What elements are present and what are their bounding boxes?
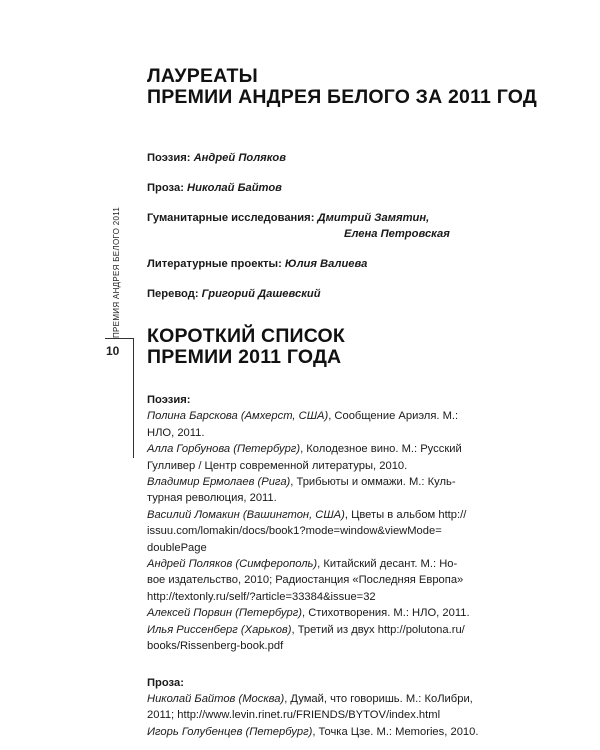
laureate-row-humanities	[147, 210, 497, 242]
entry-author: Василий Ломакин (Вашингтон, США)	[147, 508, 345, 521]
section-title-poetry: Поэзия:	[147, 394, 191, 406]
entry-author: Андрей Поляков (Симферополь)	[147, 558, 318, 571]
main-column	[147, 65, 537, 740]
shortlist-heading-line1: КОРОТКИЙ СПИСОК	[147, 325, 346, 347]
entry-text: , Трибьюты и оммажи. М.: Куль-	[290, 476, 456, 489]
entry-text: , Китайский десант. М.: Но-	[317, 558, 458, 571]
entry-text: , Сообщение Ариэля. М.:	[328, 410, 459, 423]
shortlist-entry	[147, 605, 497, 621]
shortlist-entry	[147, 556, 497, 605]
entry-author: Владимир Ермолаев (Рига)	[147, 476, 291, 489]
section-title-prose: Проза:	[147, 676, 184, 689]
laureates-heading-line1: ЛАУРЕАТЫ	[147, 65, 258, 87]
shortlist-entry	[147, 691, 497, 724]
shortlist-heading	[147, 326, 497, 368]
laureate-name: Андрей Поляков	[193, 152, 287, 164]
shortlist-entry	[147, 474, 497, 507]
laureate-category: Гуманитарные исследования:	[147, 212, 318, 224]
entry-link: doublePage	[147, 541, 207, 554]
laureate-row-prose	[147, 180, 497, 196]
laureates-heading-line2: ПРЕМИИ АНДРЕЯ БЕЛОГО ЗА 2011 ГОД	[147, 86, 537, 108]
laureate-name: Григорий Дашевский	[201, 288, 321, 300]
laureate-row-poetry	[147, 150, 497, 166]
entry-author: Илья Риссенберг (Харьков)	[147, 623, 292, 636]
entry-link: 2011; http://www.levin.rinet.ru/FRIENDS/BYTOV/index.html	[147, 709, 441, 722]
laureates-list	[147, 150, 497, 302]
shortlist-poetry-section	[147, 392, 497, 655]
laureates-heading	[147, 65, 537, 108]
entry-text: , Стихотворения. М.: НЛО, 2011.	[301, 607, 470, 620]
entry-text: , Цветы в альбом http://	[344, 508, 467, 521]
entry-author: Полина Барскова (Амхерст, США)	[147, 410, 329, 423]
entry-author: Игорь Голубенцев (Петербург)	[147, 725, 313, 738]
entry-text: , Точка Цзе. М.: Memories, 2010.	[312, 725, 479, 738]
laureate-category: Проза:	[147, 182, 188, 194]
laureate-category: Литературные проекты:	[147, 258, 285, 270]
entry-author: Николай Байтов (Москва)	[147, 692, 285, 705]
entry-link: http://textonly.ru/self/?article=33384&issue=32	[147, 590, 376, 603]
page-number: 10	[106, 344, 120, 358]
shortlist-entry	[147, 408, 497, 441]
entry-text: , Думай, что говоришь. М.: КоЛибри,	[284, 692, 473, 705]
shortlist-entry	[147, 622, 497, 655]
entry-text: Гулливер / Центр современной литературы, 2010.	[147, 459, 408, 472]
laureate-name-continued: Елена Петровская	[344, 228, 450, 240]
shortlist-prose-section	[147, 675, 497, 741]
laureate-category: Перевод:	[147, 288, 202, 300]
laureate-name: Дмитрий Замятин,	[317, 212, 430, 224]
entry-link: books/Rissenberg-book.pdf	[147, 640, 284, 653]
running-head: ПРЕМИЯ АНДРЕЯ БЕЛОГО 2011	[112, 206, 121, 338]
shortlist-entry	[147, 507, 497, 556]
entry-text: НЛО, 2011.	[147, 426, 205, 439]
entry-text: , Третий из двух http://polutona.ru/	[291, 623, 465, 636]
laureate-name: Николай Байтов	[187, 182, 282, 194]
shortlist-entry	[147, 441, 497, 474]
margin-rule-horizontal	[105, 338, 134, 339]
entry-text: вое издательство, 2010; Радиостанция «Последняя Европа»	[147, 574, 464, 587]
entry-author: Алла Горбунова (Петербург)	[147, 443, 301, 456]
entry-text: турная революция, 2011.	[147, 492, 277, 505]
shortlist-heading-line2: ПРЕМИИ 2011 ГОДА	[147, 346, 342, 368]
laureate-row-literary-projects	[147, 256, 497, 272]
entry-text: , Колодезное вино. М.: Русский	[300, 443, 462, 456]
margin-rule	[133, 338, 134, 458]
entry-author: Алексей Порвин (Петербург)	[147, 607, 302, 620]
entry-link: issuu.com/lomakin/docs/book1?mode=window&viewMode=	[147, 525, 442, 538]
laureate-category: Поэзия:	[147, 152, 194, 164]
laureate-name: Юлия Валиева	[284, 258, 368, 270]
shortlist-entry	[147, 724, 497, 740]
laureate-row-translation	[147, 286, 497, 302]
